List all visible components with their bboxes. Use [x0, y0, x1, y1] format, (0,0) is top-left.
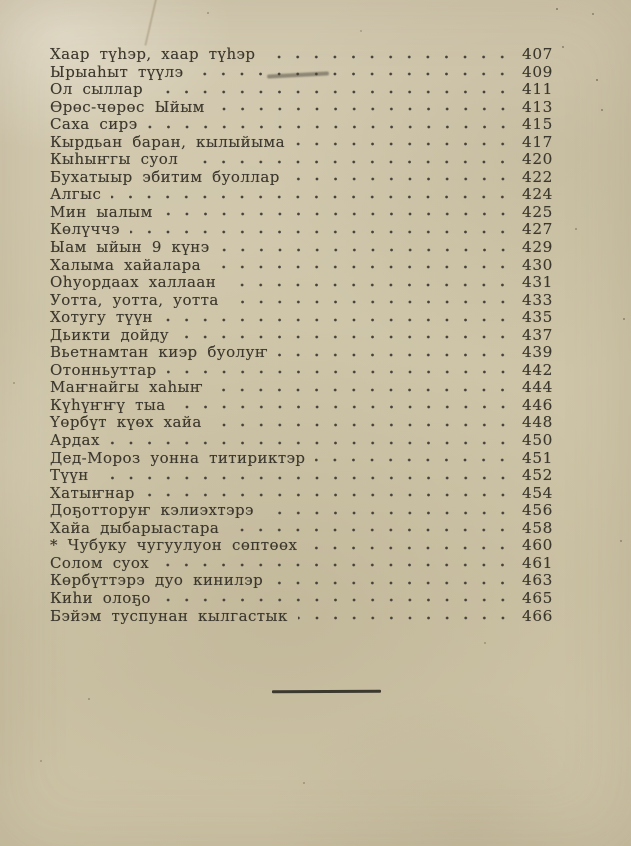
- toc-entry: [50, 256, 553, 274]
- toc-entry-page-number: 411: [522, 80, 553, 99]
- toc-entry: [50, 413, 553, 431]
- toc-entry-page-number: 420: [522, 150, 553, 169]
- toc-entry-title: Көрбүттэрэ дуо кинилэр: [50, 571, 264, 590]
- toc-entry-page-number: 452: [522, 466, 553, 485]
- toc-entry-page-number: 446: [522, 395, 553, 414]
- toc-entry-page-number: 415: [522, 115, 553, 134]
- dot-leader: [212, 413, 512, 431]
- toc-entry-title: Өрөс-чөрөс Ыйым: [50, 97, 205, 116]
- toc-entry: [50, 501, 553, 519]
- toc-entry-title: Вьетнамтан киэр буолуҥ: [50, 343, 269, 362]
- dot-leader: [110, 431, 512, 449]
- toc-entry-page-number: 431: [522, 273, 553, 292]
- toc-entry: [50, 45, 553, 63]
- toc-entry-page-number: 448: [522, 413, 553, 432]
- toc-entry-page-number: 417: [522, 132, 553, 151]
- dot-leader: [315, 449, 512, 467]
- dot-leader: [213, 378, 512, 396]
- toc-entry: [50, 238, 553, 256]
- toc-entry-page-number: 430: [522, 255, 553, 274]
- toc-entry-title: Алгыс: [50, 185, 102, 204]
- toc-entry: [50, 431, 553, 449]
- toc-entry: [50, 571, 553, 589]
- toc-entry: [50, 115, 553, 133]
- dot-leader: [188, 150, 512, 168]
- dot-leader: [226, 273, 512, 291]
- toc-entry-title: Ол сыллар: [50, 80, 144, 99]
- dot-leader: [179, 326, 512, 344]
- toc-entry: [50, 554, 553, 572]
- toc-entry: [50, 396, 553, 414]
- toc-entry: [50, 484, 553, 502]
- toc-entry: [50, 203, 553, 221]
- toc-entry: [50, 133, 553, 151]
- toc-entry-title: Түүн: [50, 466, 89, 485]
- dot-leader: [193, 63, 512, 81]
- dot-leader: [265, 45, 512, 63]
- toc-entry-page-number: 409: [522, 62, 553, 81]
- toc-entry-title: Хаар түһэр, хаар түһэр: [50, 45, 256, 63]
- toc-entry-title: Кырдьан баран, кылыйыма: [50, 132, 285, 151]
- toc-entry-title: Үөрбүт күөх хайа: [50, 413, 202, 432]
- toc-entry-title: Дед-Мороз уонна титириктэр: [50, 448, 306, 467]
- toc-entry: [50, 185, 553, 203]
- toc-entry-title: Доҕотторуҥ кэлиэхтэрэ: [50, 501, 254, 520]
- dot-leader: [148, 115, 512, 133]
- toc-entry-title: Ырыаһыт түүлэ: [50, 62, 184, 81]
- toc-entry: [50, 449, 553, 467]
- toc-entry: [50, 343, 553, 361]
- toc-entry: [50, 308, 553, 326]
- dot-leader: [176, 396, 512, 414]
- dot-leader: [211, 256, 512, 274]
- toc-entry-title: Солом суох: [50, 553, 150, 572]
- toc-entry-title: Кыһыҥгы суол: [50, 150, 179, 169]
- toc-entry: [50, 607, 553, 625]
- toc-entry-title: Оһуордаах халлаан: [50, 273, 217, 292]
- dot-leader: [163, 203, 512, 221]
- toc-entry: [50, 589, 553, 607]
- dot-leader: [159, 554, 512, 572]
- dot-leader: [163, 308, 512, 326]
- dot-leader: [273, 571, 512, 589]
- toc-entry-page-number: 451: [522, 448, 553, 467]
- dot-leader: [295, 133, 512, 151]
- dot-leader: [229, 519, 512, 537]
- toc-entry-page-number: 460: [522, 536, 553, 555]
- toc-entry-title: Уотта, уотта, уотта: [50, 290, 219, 309]
- toc-entry-page-number: 433: [522, 290, 553, 309]
- dot-leader: [111, 185, 512, 203]
- dot-leader: [99, 466, 512, 484]
- dot-leader: [130, 220, 512, 238]
- dot-leader: [307, 536, 512, 554]
- toc-entry-title: Киһи олоҕо: [50, 588, 151, 607]
- dot-leader: [290, 168, 512, 186]
- toc-entry: [50, 291, 553, 309]
- dot-leader: [161, 589, 512, 607]
- dot-leader: [145, 484, 512, 502]
- toc-entry-page-number: 429: [522, 238, 553, 257]
- table-of-contents: [50, 45, 553, 624]
- dot-leader: [229, 291, 512, 309]
- toc-entry-title: Хотугу түүн: [50, 308, 153, 327]
- toc-entry-page-number: 466: [522, 606, 553, 625]
- toc-entry-title: Хайа дыбарыастара: [50, 518, 220, 537]
- dot-leader: [220, 238, 512, 256]
- toc-entry-page-number: 413: [522, 97, 553, 116]
- toc-entry-page-number: 450: [522, 431, 553, 450]
- dot-leader: [264, 501, 512, 519]
- toc-entry-title: Саха сирэ: [50, 115, 138, 134]
- end-divider-rule: [272, 690, 381, 694]
- toc-entry-page-number: 442: [522, 360, 553, 379]
- toc-entry: [50, 220, 553, 238]
- toc-entry-title: Күһүҥҥү тыа: [50, 395, 166, 414]
- toc-entry-title: Бэйэм туспунан кылгастык: [50, 606, 288, 625]
- toc-entry: [50, 273, 553, 291]
- toc-entry-title: Маҥнайгы хаһыҥ: [50, 378, 204, 397]
- dot-leader: [167, 361, 512, 379]
- toc-entry: [50, 168, 553, 186]
- toc-entry: [50, 519, 553, 537]
- toc-entry: [50, 80, 553, 98]
- toc-entry: [50, 326, 553, 344]
- toc-entry: [50, 98, 553, 116]
- toc-entry-page-number: 427: [522, 220, 553, 239]
- toc-entry-page-number: 465: [522, 588, 553, 607]
- dot-leader: [215, 98, 512, 116]
- toc-entry: [50, 536, 553, 554]
- toc-entry-title: Халыма хайалара: [50, 255, 202, 274]
- toc-entry-title: Отонньуттар: [50, 360, 157, 379]
- toc-entry: [50, 150, 553, 168]
- toc-entry-title: * Чубуку чугуулуон сөптөөх: [50, 536, 298, 555]
- toc-entry-title: Мин ыалым: [50, 202, 153, 221]
- toc-entry-page-number: 435: [522, 308, 553, 327]
- toc-entry: [50, 378, 553, 396]
- toc-entry-page-number: 461: [522, 553, 553, 572]
- toc-entry: [50, 361, 553, 379]
- toc-entry: [50, 63, 553, 81]
- toc-entry-page-number: 422: [522, 167, 553, 186]
- toc-entry-title: Көлүччэ: [50, 220, 121, 239]
- toc-entry-page-number: 456: [522, 501, 553, 520]
- toc-entry-title: Ыам ыйын 9 күнэ: [50, 238, 210, 257]
- toc-entry-title: Дьикти дойду: [50, 325, 170, 344]
- toc-entry-page-number: 425: [522, 202, 553, 221]
- toc-entry-page-number: 437: [522, 325, 553, 344]
- toc-entry-title: Бухатыыр эбитим буоллар: [50, 167, 280, 186]
- dot-leader: [298, 607, 512, 625]
- toc-entry-page-number: 439: [522, 343, 553, 362]
- toc-entry-title: Ардах: [50, 431, 100, 450]
- toc-entry-page-number: 407: [522, 45, 553, 63]
- toc-entry: [50, 466, 553, 484]
- dot-leader: [153, 80, 512, 98]
- paper-crease: [144, 0, 157, 46]
- toc-entry-title: Хатыҥнар: [50, 483, 135, 502]
- toc-entry-page-number: 424: [522, 185, 553, 204]
- toc-entry-page-number: 454: [522, 483, 553, 502]
- toc-entry-page-number: 463: [522, 571, 553, 590]
- dot-leader: [278, 343, 512, 361]
- toc-entry-page-number: 444: [522, 378, 553, 397]
- paper-specks: [0, 0, 2, 2]
- toc-entry-page-number: 458: [522, 518, 553, 537]
